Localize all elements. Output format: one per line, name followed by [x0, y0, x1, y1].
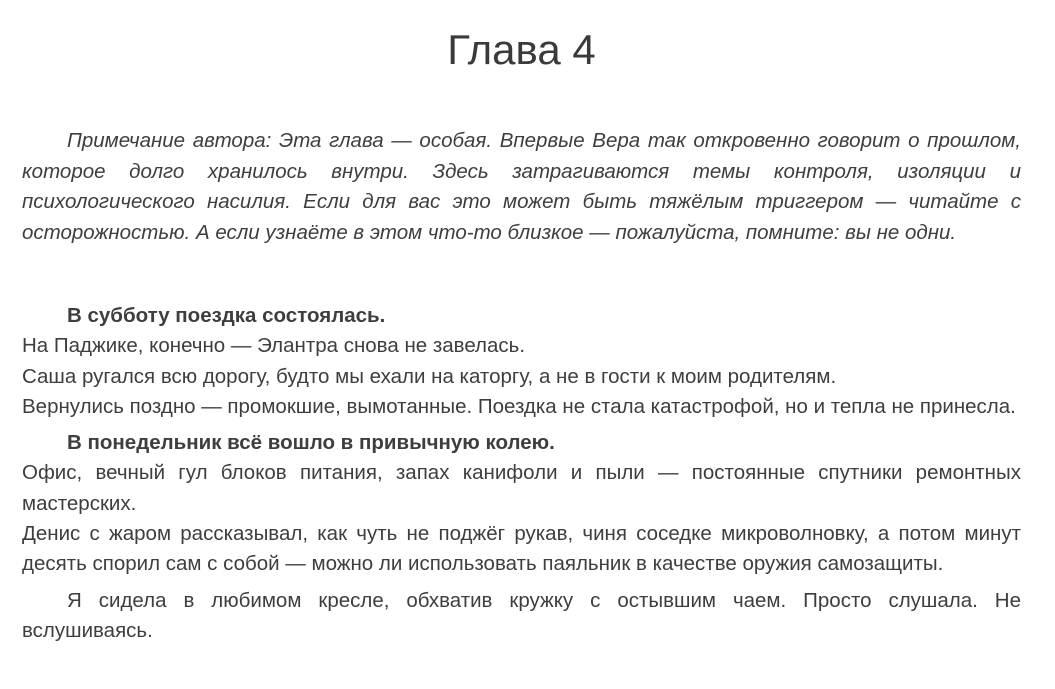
section-heading-monday: В понедельник всё вошло в привычную колею.: [67, 431, 555, 455]
author-note: Примечание автора: Эта глава — особая. Впервые Вера так откровенно говорит о прошлом, которое долго хранилось внутри. Здесь затрагиваются темы контроля, изоляции и психологического насилия. Если для вас это может быть тяжёлым триггером — читайте с осторожностью. А если узнаёте в этом что-то близкое — пожалуйста, помните: вы не одни.: [22, 129, 1021, 244]
paragraph-line: Офис, вечный гул блоков питания, запах канифоли и пыли — постоянные спутники ремонтных мастерских.: [22, 461, 1021, 515]
paragraph-line: Саша ругался всю дорогу, будто мы ехали на каторгу, а не в гости к моим родителям.: [22, 364, 837, 388]
chapter-body: [22, 301, 1021, 646]
paragraph-line: Денис с жаром рассказывал, как чуть не поджёг рукав, чиня соседке микроволновку, а потом минут десять спорил сам с собой — можно ли использовать паяльник в качестве оружия самозащиты.: [22, 522, 1021, 576]
paragraph-line: На Паджике, конечно — Элантра снова не завелась.: [22, 334, 526, 358]
chapter-title: Глава 4: [447, 26, 596, 73]
closing-paragraph: Я сидела в любимом кресле, обхватив кружку с остывшим чаем. Просто слушала. Не вслушиваясь.: [22, 588, 1021, 642]
section-heading-saturday: В субботу поездка состоялась.: [67, 304, 386, 327]
paragraph-line: Вернулись поздно — промокшие, вымотанные. Поездка не стала катастрофой, но и тепла не принесла.: [22, 394, 1016, 418]
